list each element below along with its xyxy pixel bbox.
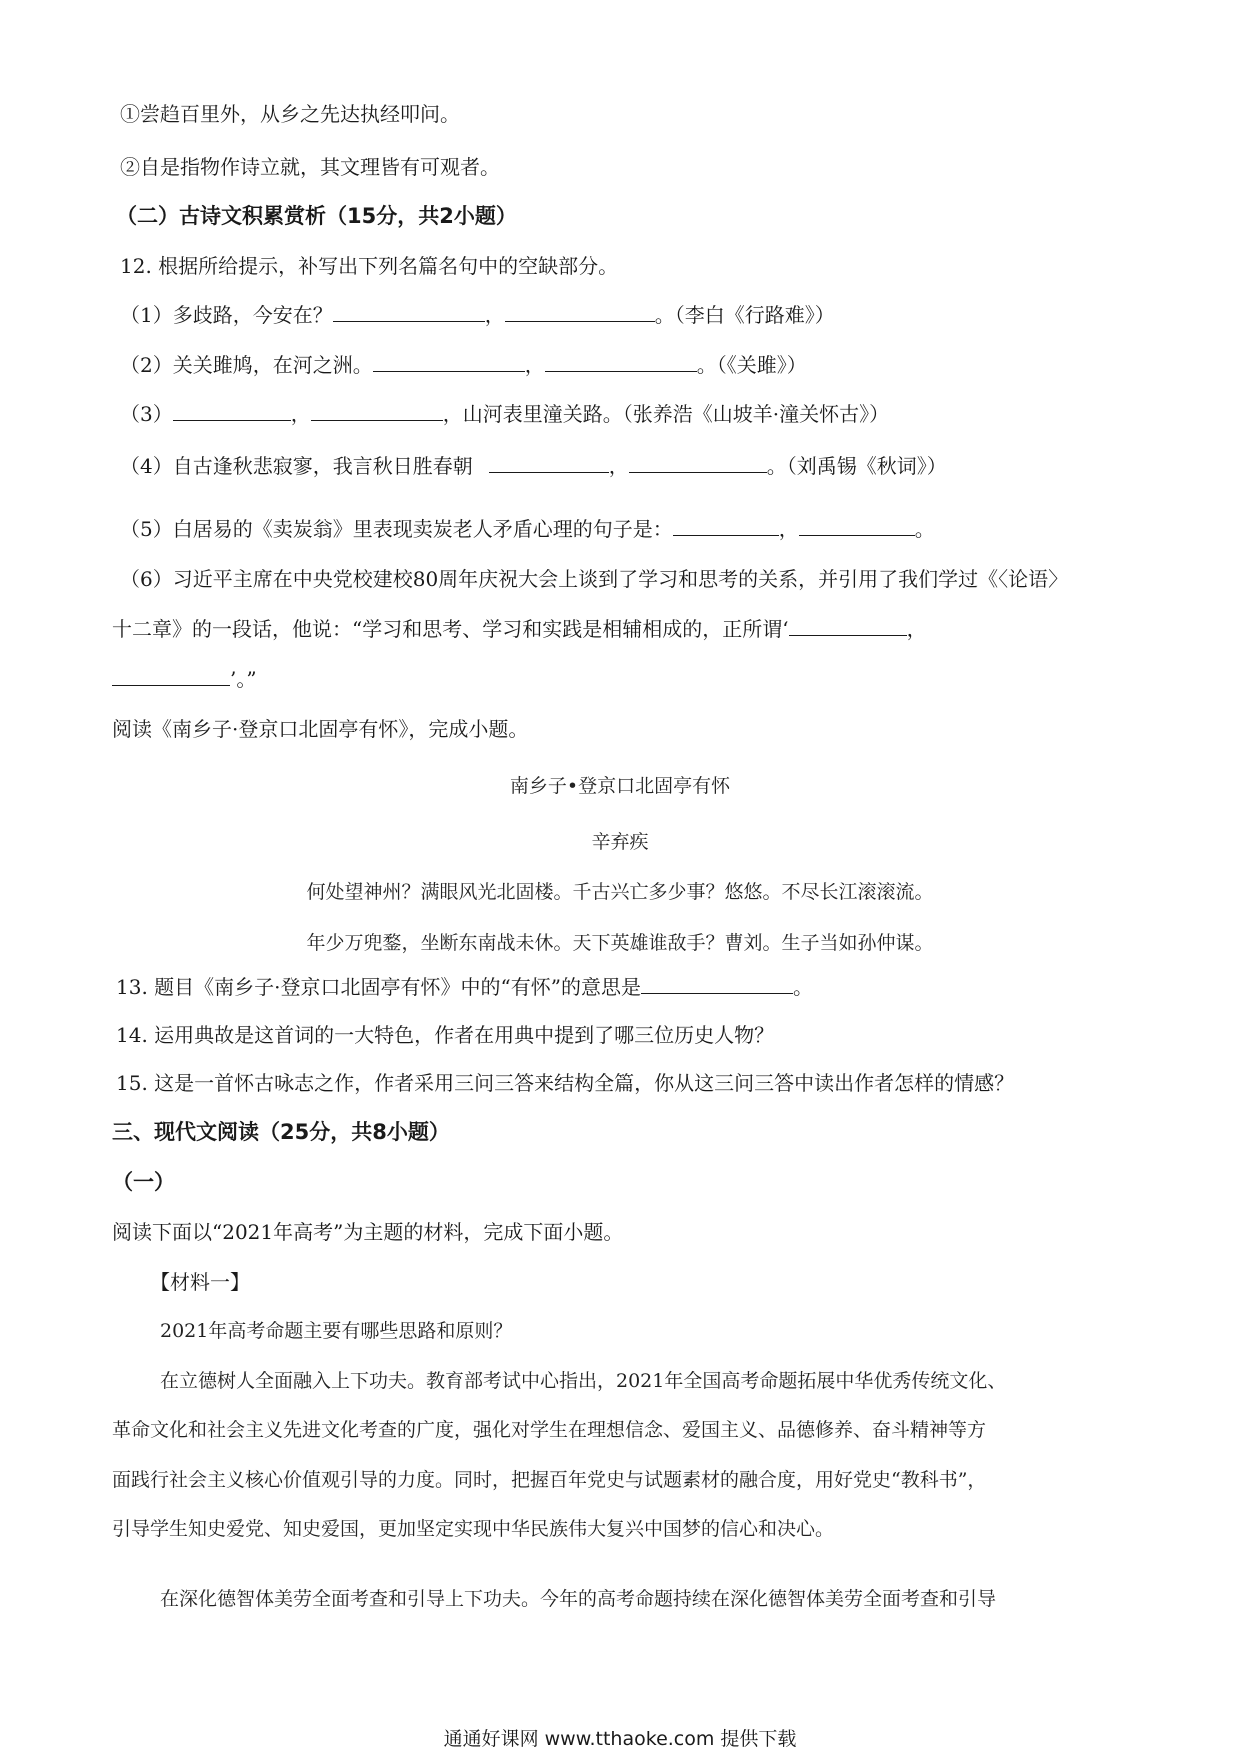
item-text: 。（刘禹锡《秋词》） [766, 454, 947, 478]
item-text: ， [484, 303, 505, 327]
item-text: （1）多歧路，今安在？ [120, 303, 333, 327]
item-text: （5）白居易的《卖炭翁》里表现卖炭老人矛盾心理的句子是： [120, 517, 673, 541]
material-label: 【材料一】 [150, 1270, 250, 1294]
answer-blank[interactable] [311, 400, 443, 421]
answer-blank[interactable] [789, 615, 907, 636]
reading-intro: 阅读《南乡子·登京口北固亭有怀》，完成小题。 [112, 717, 529, 741]
paragraph-line: 革命文化和社会主义先进文化考查的广度，强化对学生在理想信念、爱国主义、品德修养、奋斗精神等方 [112, 1419, 987, 1441]
answer-blank[interactable] [799, 515, 915, 536]
page-footer: 通通好课网 www.tthaoke.com 提供下载 [443, 1728, 797, 1750]
question-item [120, 452, 947, 480]
subsection-heading: （一） [112, 1170, 175, 1194]
poem-line: 年少万兜鍪，坐断东南战未休。天下英雄谁敌手？曹刘。生子当如孙仲谋。 [306, 932, 934, 954]
question-item [120, 351, 807, 379]
item-text: 13. 题目《南乡子·登京口北固亭有怀》中的“有怀”的意思是 [116, 975, 641, 999]
question-item: 14. 运用典故是这首词的一大特色，作者在用典中提到了哪三位历史人物？ [116, 1023, 775, 1047]
item-text: （3） [120, 402, 173, 426]
section-heading: （二）古诗文积累赏析（15分，共2小题） [116, 204, 517, 228]
answer-blank[interactable] [373, 351, 525, 372]
answer-blank[interactable] [641, 973, 793, 994]
question-item [112, 615, 927, 643]
item-text: （2）关关雎鸠，在河之洲。 [120, 353, 373, 377]
answer-blank[interactable] [505, 301, 655, 322]
section-heading: 三、现代文阅读（25分，共8小题） [112, 1120, 450, 1144]
item-text: ， [906, 617, 927, 641]
item-text: 。 [792, 975, 813, 999]
text-line: ①尝趋百里外，从乡之先达执经叩问。 [120, 102, 460, 126]
question-item: （6）习近平主席在中央党校建校80周年庆祝大会上谈到了学习和思考的关系，并引用了我们学过《〈论语〉 [120, 567, 1069, 591]
item-text: 。（《关雎》） [696, 353, 807, 377]
answer-blank[interactable] [333, 301, 485, 322]
item-text: ， [778, 517, 799, 541]
answer-blank[interactable] [112, 665, 230, 686]
poem-title: 南乡子•登京口北固亭有怀 [509, 775, 731, 797]
paragraph-line: 面践行社会主义核心价值观引导的力度。同时，把握百年党史与试题素材的融合度，用好党史“教科书”， [112, 1469, 987, 1491]
answer-blank[interactable] [673, 515, 779, 536]
question-item [120, 301, 835, 329]
item-text: ’。” [230, 667, 257, 691]
paragraph-line: 在立德树人全面融入上下功夫。教育部考试中心指出，2021年全国高考命题拓展中华优秀传统文化、 [160, 1370, 1007, 1392]
question-item [116, 973, 813, 1001]
paragraph-line: 在深化德智体美劳全面考查和引导上下功夫。今年的高考命题持续在深化德智体美劳全面考查和引导 [160, 1588, 997, 1610]
item-text: 。 [914, 517, 935, 541]
paragraph-line: 引导学生知史爱党、知史爱国，更加坚定实现中华民族伟大复兴中国梦的信心和决心。 [112, 1518, 835, 1540]
poem-author: 辛弃疾 [591, 831, 649, 853]
item-text: ， [290, 402, 311, 426]
answer-blank[interactable] [629, 452, 767, 473]
answer-blank[interactable] [173, 400, 291, 421]
question-item [120, 515, 935, 543]
item-text: 。（李白《行路难》） [654, 303, 835, 327]
item-text: ， [524, 353, 545, 377]
item-text: ，山河表里潼关路。（张养浩《山坡羊·潼关怀古》） [442, 402, 890, 426]
question-item [112, 665, 257, 693]
item-text: （4）自古逢秋悲寂寥，我言秋日胜春朝 [120, 454, 473, 478]
question-item [120, 400, 889, 428]
answer-blank[interactable] [545, 351, 697, 372]
material-question: 2021年高考命题主要有哪些思路和原则？ [160, 1320, 513, 1342]
item-text: 十二章》的一段话，他说：“学习和思考、学习和实践是相辅相成的，正所谓‘ [112, 617, 789, 641]
question-prompt: 12. 根据所给提示，补写出下列名篇名句中的空缺部分。 [120, 254, 619, 278]
reading-intro: 阅读下面以“2021年高考”为主题的材料，完成下面小题。 [112, 1220, 624, 1244]
poem-line: 何处望神州？满眼风光北固楼。千古兴亡多少事？悠悠。不尽长江滚滚流。 [306, 881, 934, 903]
text-line: ②自是指物作诗立就，其文理皆有可观者。 [120, 155, 500, 179]
question-item: 15. 这是一首怀古咏志之作，作者采用三问三答来结构全篇，你从这三问三答中读出作者怎样的情感？ [116, 1071, 1015, 1095]
answer-blank[interactable] [489, 452, 609, 473]
item-text: ， [608, 454, 629, 478]
